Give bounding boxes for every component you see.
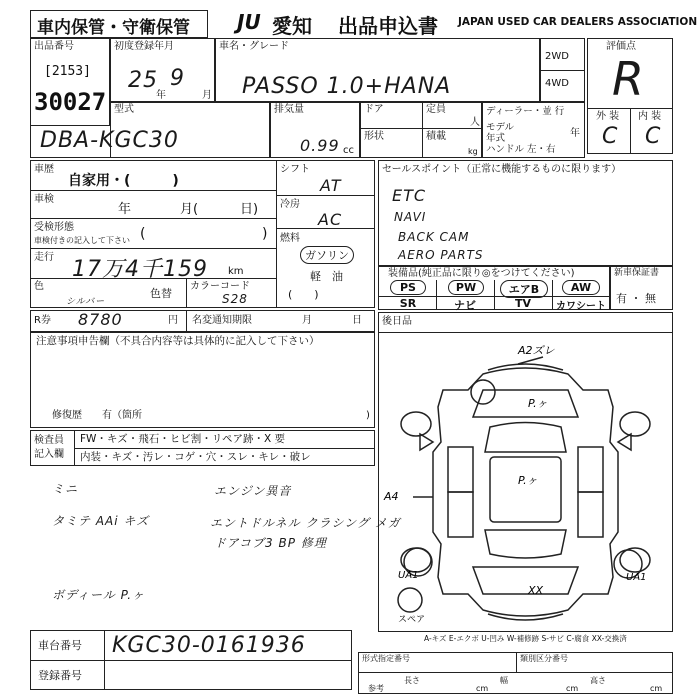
inspector-label: 検査員 記入欄 xyxy=(34,435,64,460)
capacity-label: 定員 xyxy=(426,104,446,115)
shift-label: シフト xyxy=(280,164,310,175)
equip-aw: AW xyxy=(562,280,600,295)
accept-label: 受検形態 xyxy=(34,222,74,233)
sales-item-1: ETC xyxy=(392,186,427,205)
mark-ua1-right: UA1 xyxy=(626,572,647,583)
width-label: 幅 xyxy=(500,676,508,685)
warranty-value: 有 ・ 無 xyxy=(616,292,656,305)
equip-navi: ナビ xyxy=(454,299,476,312)
height-unit: cm xyxy=(650,684,663,693)
remark-3: タミテ AAi キズ xyxy=(52,514,150,528)
recycle-unit: 円 xyxy=(168,315,178,326)
first-reg-year-unit: 年 xyxy=(156,90,166,101)
expiry-month: 月 xyxy=(302,315,312,326)
category-label: 車内保管・守衛保管 xyxy=(37,18,190,38)
notes-label: 注意事項申告欄（不具合内容等は具体的に記入して下さい） xyxy=(36,335,320,347)
sales-item-3: BACK CAM xyxy=(398,230,470,244)
recycle-value: 8780 xyxy=(78,310,123,329)
color-value: シルバー xyxy=(66,297,106,307)
accept-paren-close: ) xyxy=(262,226,268,242)
grade-int-value: C xyxy=(645,124,662,149)
type-value: DBA-KGC30 xyxy=(40,128,179,153)
form-title: 出品申込書 xyxy=(338,14,438,38)
lot-label: 出品番号 xyxy=(34,41,74,52)
mark-pk-front: P.ヶ xyxy=(528,397,548,410)
first-reg-month: 9 xyxy=(170,66,185,91)
repair-label: 修復歴 有（箇所 xyxy=(52,410,142,421)
association-name: JAPAN USED CAR DEALERS ASSOCIATION xyxy=(458,16,698,28)
first-reg-month-unit: 月 xyxy=(202,90,212,101)
inspector-row1: FW・キズ・飛石・ヒビ割・リペア跡・X 要 xyxy=(80,433,286,445)
grade-value: R xyxy=(612,52,645,106)
equip-pw: PW xyxy=(448,280,484,295)
mileage-value: 17万4千159 xyxy=(72,257,208,282)
lot-number: 30027 xyxy=(34,88,107,116)
repair-close: ) xyxy=(366,410,370,421)
equip-tv: TV xyxy=(514,297,532,310)
equipment-label: 装備品(純正品に限り◎をつけてください) xyxy=(388,268,575,279)
registration-label: 登録番号 xyxy=(38,669,82,682)
length-label: 長さ xyxy=(404,676,420,685)
sales-item-2: NAVI xyxy=(394,210,427,224)
inspection-year: 年 xyxy=(118,202,132,217)
capacity-unit: 人 xyxy=(470,117,480,128)
remark-6: ボディール P.ヶ xyxy=(52,588,146,602)
inspection-label: 車検 xyxy=(34,194,54,205)
lot-bracket: [2153] xyxy=(44,64,91,79)
inspector-row2: 内装・キズ・汚レ・コゲ・穴・スレ・キレ・破レ xyxy=(80,451,311,463)
color-change-label: 色替 xyxy=(150,287,172,300)
length-unit: cm xyxy=(476,684,489,693)
remark-1: ミニ xyxy=(52,482,79,496)
warranty-label: 新車保証書 xyxy=(614,268,660,278)
accept-paren-open: ( xyxy=(140,226,146,242)
model-label: 車名・グレード xyxy=(219,41,289,52)
fuel-diesel: 軽 油 xyxy=(310,270,343,283)
displacement-label: 排気量 xyxy=(274,104,304,115)
mark-a2-label: A2ズレ xyxy=(518,344,555,357)
expiry-label: 名変通知期限 xyxy=(192,315,252,326)
height-label: 高さ xyxy=(590,676,606,685)
fuel-gasoline: ガソリン xyxy=(300,246,354,264)
color-code-value: S28 xyxy=(222,292,248,306)
ref-label: 参考 xyxy=(368,684,384,693)
spare-label: スペア xyxy=(398,615,426,625)
type-designation-label: 形式指定番号 xyxy=(362,654,410,663)
dealer-label: ディーラー・並 行 xyxy=(486,106,565,117)
mark-pk-roof: P.ヶ xyxy=(518,474,538,487)
ac-value: AC xyxy=(318,210,343,229)
legend-text: A-キズ E-エクボ U-凹み W-補修跡 S-サビ C-腐食 XX-交換済 xyxy=(424,634,627,643)
equip-sr: SR xyxy=(399,297,417,310)
history-label: 車歴 xyxy=(34,164,54,175)
grade-label: 評価点 xyxy=(606,41,636,52)
fuel-other: ( ) xyxy=(288,288,319,301)
history-value: 自家用・( ) xyxy=(68,173,179,189)
displacement-value: 0.99 xyxy=(300,136,340,155)
shift-value: AT xyxy=(320,176,342,195)
dealer-year-unit: 年 xyxy=(570,128,580,139)
brand-name: 愛知 xyxy=(272,14,312,38)
recycle-label: R券 xyxy=(34,315,51,326)
width-unit: cm xyxy=(566,684,579,693)
inspection-day: 日) xyxy=(240,202,259,217)
load-label: 積載 xyxy=(426,131,446,142)
remark-5: ドアコブ3 BP 修理 xyxy=(214,536,327,550)
chassis-label: 車台番号 xyxy=(38,639,82,652)
after-market-label: 後日品 xyxy=(382,316,412,327)
color-code-label: カラーコード xyxy=(190,281,250,292)
first-reg-year: 25 xyxy=(128,68,158,93)
chassis-value: KGC30-0161936 xyxy=(112,633,306,658)
shape-label: 形状 xyxy=(364,131,384,142)
mark-xx: XX xyxy=(528,584,544,597)
drive-2wd: 2WD xyxy=(545,51,569,62)
ju-logo: JU xyxy=(237,10,261,34)
displacement-unit: cc xyxy=(343,145,354,156)
grade-ext-label: 外 装 xyxy=(596,111,620,122)
equip-ps: PS xyxy=(390,280,426,295)
doors-label: ドア xyxy=(364,104,384,115)
model-value: PASSO 1.0+HANA xyxy=(242,74,452,99)
equip-seat: カワシート xyxy=(556,301,606,312)
remark-4: エントドルネル クラシング メガ xyxy=(210,516,401,530)
mileage-label: 走行 xyxy=(34,252,54,263)
fuel-label: 燃料 xyxy=(280,233,300,244)
drive-4wd: 4WD xyxy=(545,78,569,89)
load-unit: kg xyxy=(468,147,478,156)
expiry-day: 日 xyxy=(352,315,362,326)
mileage-unit: km xyxy=(228,266,244,277)
dealer-model-year: モデル 年式 xyxy=(486,122,515,144)
inspection-month: 月( xyxy=(180,202,199,217)
color-label: 色 xyxy=(34,281,44,292)
car-damage-diagram xyxy=(378,332,673,632)
mark-a4: A4 xyxy=(384,490,399,503)
type-label: 型式 xyxy=(114,104,134,115)
grade-int-label: 内 装 xyxy=(638,111,662,122)
grade-ext-value: C xyxy=(602,124,619,149)
remark-2: エンジン異音 xyxy=(214,484,292,498)
class-number-label: 類別区分番号 xyxy=(520,654,568,663)
sales-label: セールスポイント（正常に機能するものに限ります） xyxy=(382,164,622,175)
first-reg-label: 初度登録年月 xyxy=(114,41,174,52)
ac-label: 冷房 xyxy=(280,199,300,210)
sales-item-4: AERO PARTS xyxy=(398,248,484,262)
dealer-handle: ハンドル 左・右 xyxy=(486,144,556,155)
accept-note: 車検付きの記入して下さい xyxy=(34,236,130,245)
equip-airbag: エアB xyxy=(500,280,548,298)
mark-ua1-left: UA1 xyxy=(398,570,419,581)
